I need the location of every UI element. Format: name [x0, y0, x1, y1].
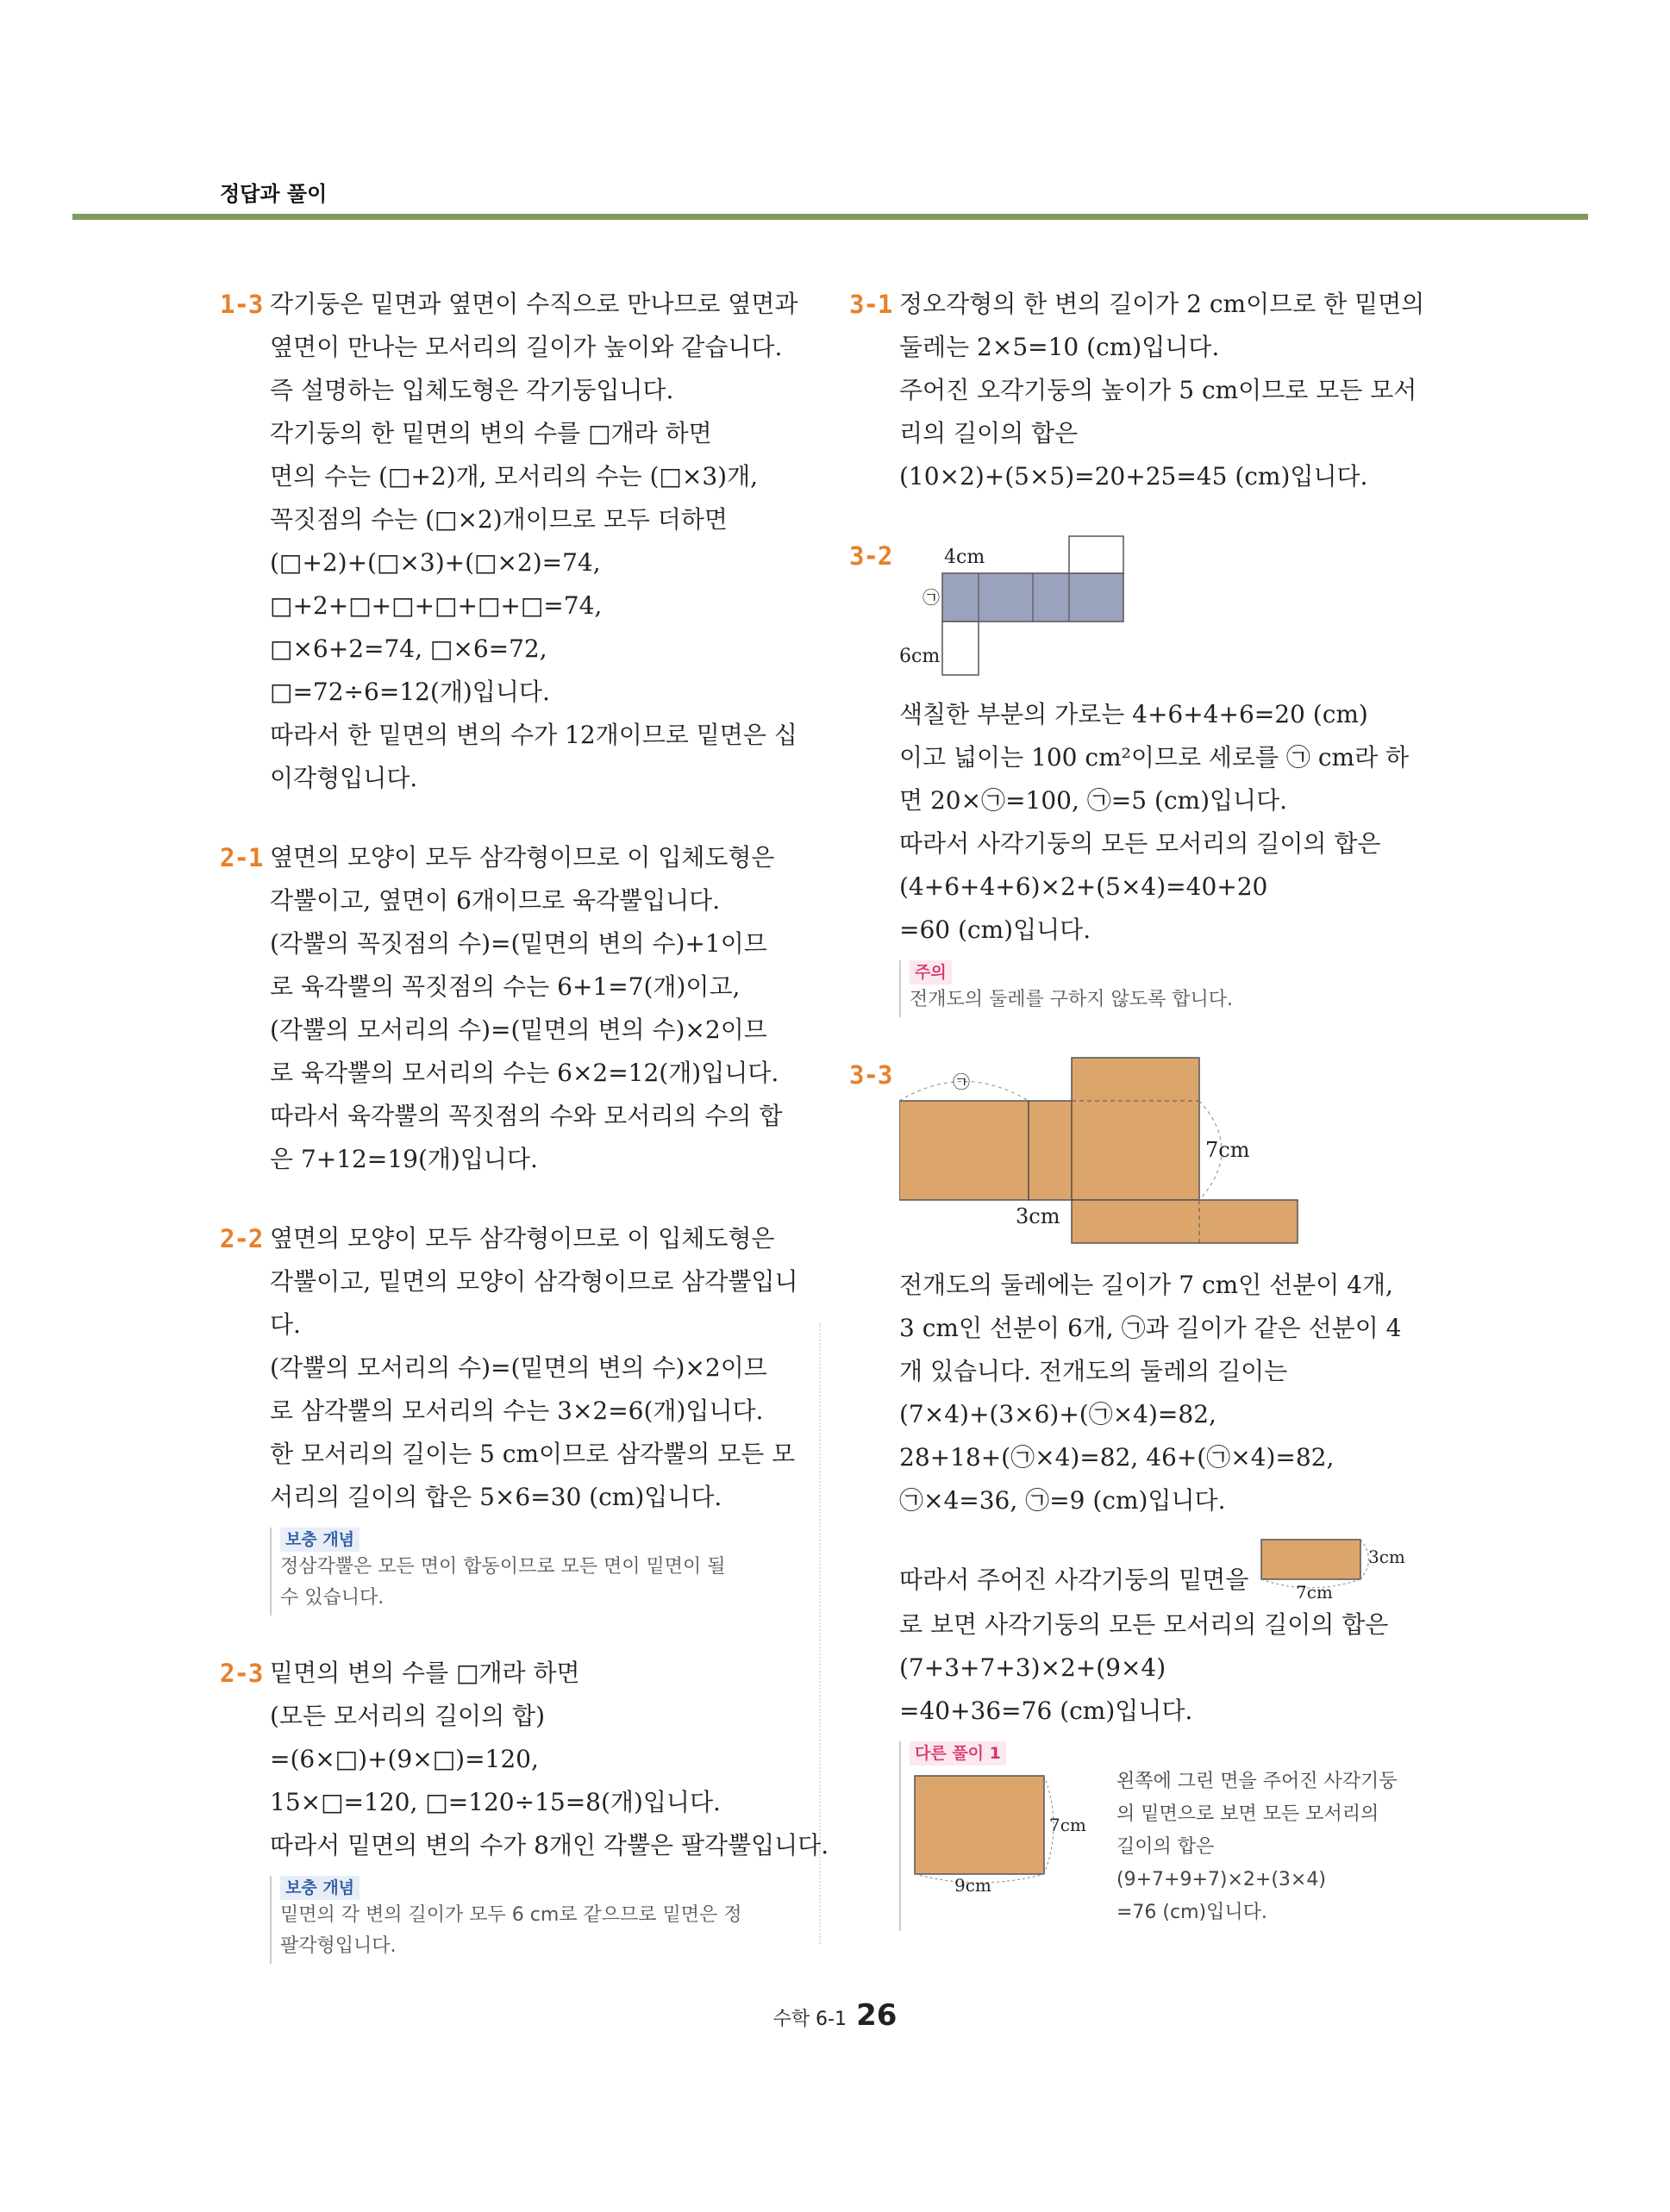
text-line: □=72÷6=12(개)입니다. [270, 678, 550, 706]
solution-text [270, 1652, 829, 1867]
text-line: 이고 넓이는 100 cm²이므로 세로를 ㉠ cm라 하 [899, 743, 1410, 772]
text-line: 즉 설명하는 입체도형은 각기둥입니다. [270, 376, 674, 404]
alt-solution-body [910, 1765, 1453, 1929]
note-tag: 다른 풀이 1 [910, 1741, 1006, 1765]
label-right: 7cm [1205, 1138, 1250, 1162]
page-number: 26 [856, 1998, 898, 2033]
text-line: (7×4)+(3×6)+(㉠×4)=82, [899, 1400, 1217, 1428]
solution-text [899, 283, 1453, 498]
solution-text [270, 283, 823, 800]
text-line: 한 모서리의 길이는 5 cm이므로 삼각뿔의 모든 모 [270, 1440, 796, 1468]
problem-2-3 [220, 1652, 829, 1964]
text-line: 서리의 길이의 합은 5×6=30 (cm)입니다. [270, 1483, 722, 1511]
text-line: 로 보면 사각기둥의 모든 모서리의 길이의 합은 [899, 1610, 1389, 1639]
note-line: (9+7+9+7)×2+(3×4) [1116, 1869, 1326, 1890]
note-line: 의 밑면으로 보면 모든 모서리의 [1116, 1803, 1379, 1825]
label-bottom: 6cm [899, 646, 941, 667]
label-bottom: 3cm [1016, 1204, 1060, 1228]
header-rule [72, 214, 1588, 220]
text-line: (모든 모서리의 길이의 합) [270, 1702, 546, 1730]
text-line: =60 (cm)입니다. [899, 915, 1091, 944]
net-face [1072, 1058, 1199, 1200]
text-line: 옆면이 만나는 모서리의 길이가 높이와 같습니다. [270, 333, 783, 361]
alt-base-figure [910, 1765, 1099, 1895]
supplementary-note [270, 1876, 823, 1964]
note-line: 수 있습니다. [280, 1587, 385, 1609]
note-line: 밑면의 각 변의 길이가 모두 6 cm로 같으므로 밑면은 정 [280, 1904, 742, 1926]
problem-2-1 [220, 836, 823, 1181]
text-line: 따라서 한 밑면의 변의 수가 12개이므로 밑면은 십 [270, 721, 797, 749]
net-figure-3-2 [899, 534, 1453, 684]
problem-number: 2-1 [220, 843, 263, 872]
left-column [220, 283, 829, 2000]
note-line: 정삼각뿔은 모든 면이 합동이므로 모든 면이 밑면이 될 [280, 1556, 726, 1578]
text-line: 따라서 사각기둥의 모든 모서리의 길이의 합은 [899, 829, 1381, 858]
text-line: (10×2)+(5×5)=20+25=45 (cm)입니다. [899, 462, 1368, 491]
supplementary-note [270, 1528, 823, 1615]
text-line: =(6×□)+(9×□)=120, [270, 1745, 539, 1773]
text-line: 둘레는 2×5=10 (cm)입니다. [899, 333, 1220, 361]
problem-2-2 [220, 1217, 823, 1615]
text-line: 따라서 밑면의 변의 수가 8개인 각뿔은 팔각뿔입니다. [270, 1831, 829, 1859]
text-line: 밑면의 변의 수를 □개라 하면 [270, 1659, 580, 1687]
text-line: 15×□=120, □=120÷15=8(개)입니다. [270, 1788, 721, 1816]
note-line: =76 (cm)입니다. [1116, 1902, 1267, 1923]
text-line: 옆면의 모양이 모두 삼각형이므로 이 입체도형은 [270, 1224, 775, 1253]
top-face [1069, 536, 1123, 573]
text-line: (각뿔의 모서리의 수)=(밑면의 변의 수)×2이므 [270, 1015, 767, 1044]
problem-1-3 [220, 283, 823, 800]
note-line: 전개도의 둘레를 구하지 않도록 합니다. [910, 989, 1233, 1010]
text-line: 옆면의 모양이 모두 삼각형이므로 이 입체도형은 [270, 843, 775, 872]
base-face [915, 1776, 1044, 1874]
text-line: 전개도의 둘레에는 길이가 7 cm인 선분이 4개, [899, 1271, 1393, 1299]
problem-number: 2-2 [220, 1224, 263, 1253]
text-line: 각뿔이고, 옆면이 6개이므로 육각뿔입니다. [270, 886, 721, 915]
text-line: 개 있습니다. 전개도의 둘레의 길이는 [899, 1357, 1288, 1385]
page-header-title: 정답과 풀이 [220, 182, 328, 206]
text-line: □+2+□+□+□+□+□=74, [270, 591, 603, 620]
problem-number: 3-2 [849, 541, 892, 571]
solution-text [270, 836, 823, 1181]
text-line: 28+18+(㉠×4)=82, 46+(㉠×4)=82, [899, 1443, 1335, 1472]
net-face [1029, 1101, 1072, 1200]
label-right: 3cm [1368, 1547, 1406, 1567]
net-face [1072, 1200, 1298, 1243]
text-line: 각기둥은 밑면과 옆면이 수직으로 만나므로 옆면과 [270, 290, 798, 318]
note-tag: 주의 [910, 960, 952, 984]
problem-3-3 [849, 1053, 1453, 1931]
note-line: 길이의 합은 [1116, 1836, 1215, 1858]
text-line: (4+6+4+6)×2+(5×4)=40+20 [899, 872, 1268, 901]
label-top: 4cm [944, 547, 985, 568]
text-line: 로 육각뿔의 모서리의 수는 6×2=12(개)입니다. [270, 1059, 779, 1087]
label-top: ㉠ [953, 1072, 970, 1092]
note-tag: 보충 개념 [280, 1876, 360, 1900]
net-diagram [899, 1053, 1348, 1252]
solution-text [270, 1217, 823, 1519]
text-line: 꼭짓점의 수는 (□×2)개이므로 모두 더하면 [270, 505, 728, 534]
net-figure-3-3 [899, 1053, 1453, 1255]
text-line: 정오각형의 한 변의 길이가 2 cm이므로 한 밑면의 [899, 290, 1425, 318]
text-line: 각뿔이고, 밑면의 모양이 삼각형이므로 삼각뿔입니 [270, 1267, 798, 1296]
text-line: (각뿔의 모서리의 수)=(밑면의 변의 수)×2이므 [270, 1353, 767, 1382]
text-line: 로 육각뿔의 꼭짓점의 수는 6+1=7(개)이고, [270, 972, 741, 1001]
text-line: 각기둥의 한 밑면의 변의 수를 □개라 하면 [270, 419, 712, 447]
note-tag: 보충 개념 [280, 1528, 360, 1552]
problem-number: 1-3 [220, 290, 263, 319]
text-line: (7+3+7+3)×2+(9×4) [899, 1653, 1166, 1682]
text-line: 주어진 오각기둥의 높이가 5 cm이므로 모든 모서 [899, 376, 1417, 404]
note-line: 팔각형입니다. [280, 1935, 397, 1957]
text-line: ㉠×4=36, ㉠=9 (cm)입니다. [899, 1486, 1226, 1515]
text-line: 면 20×㉠=100, ㉠=5 (cm)입니다. [899, 786, 1288, 815]
label-right: 7cm [1049, 1815, 1086, 1835]
text-line: 은 7+12=19(개)입니다. [270, 1145, 538, 1173]
text-line: 면의 수는 (□+2)개, 모서리의 수는 (□×3)개, [270, 462, 759, 491]
net-face [899, 1101, 1029, 1200]
text-line: 색칠한 부분의 가로는 4+6+4+6=20 (cm) [899, 700, 1368, 728]
label-side: ㉠ [923, 587, 940, 608]
base-face [1261, 1540, 1360, 1579]
bottom-face [942, 622, 979, 675]
text-line: =40+36=76 (cm)입니다. [899, 1696, 1193, 1725]
problem-number: 2-3 [220, 1659, 263, 1688]
problem-3-2 [849, 534, 1453, 1017]
page-footer [0, 1998, 1670, 2033]
net-diagram [899, 534, 1158, 681]
text-line: 이각형입니다. [270, 764, 418, 792]
text-line-with-figure [899, 1534, 1453, 1603]
text-line: 따라서 육각뿔의 꼭짓점의 수와 모서리의 수의 합 [270, 1102, 783, 1130]
alternative-solution [899, 1741, 1453, 1931]
right-column [849, 283, 1453, 1967]
footer-subject: 수학 6-1 [772, 2009, 847, 2030]
problem-number: 3-3 [849, 1060, 892, 1090]
text-line: (□+2)+(□×3)+(□×2)=74, [270, 548, 601, 577]
text-line: 리의 길이의 합은 [899, 419, 1079, 447]
alt-solution-text [1116, 1765, 1398, 1929]
solution-text [899, 693, 1453, 952]
note-line: 왼쪽에 그린 면을 주어진 사각기둥 [1116, 1771, 1398, 1792]
label-bottom: 9cm [954, 1875, 991, 1895]
solution-text [899, 1264, 1453, 1733]
text-line: 로 삼각뿔의 모서리의 수는 3×2=6(개)입니다. [270, 1397, 764, 1425]
label-bottom: 7cm [1296, 1582, 1334, 1602]
text-line: □×6+2=74, □×6=72, [270, 634, 547, 663]
text-line: (각뿔의 꼭짓점의 수)=(밑면의 변의 수)+1이므 [270, 929, 767, 958]
text-line: 3 cm인 선분이 6개, ㉠과 길이가 같은 선분이 4 [899, 1314, 1402, 1342]
text-line: 다. [270, 1310, 301, 1339]
inline-text: 따라서 주어진 사각기둥의 밑면을 [899, 1565, 1249, 1594]
problem-3-1 [849, 283, 1453, 498]
problem-number: 3-1 [849, 290, 892, 319]
caution-note [899, 960, 1453, 1017]
base-rectangle [1256, 1534, 1411, 1602]
